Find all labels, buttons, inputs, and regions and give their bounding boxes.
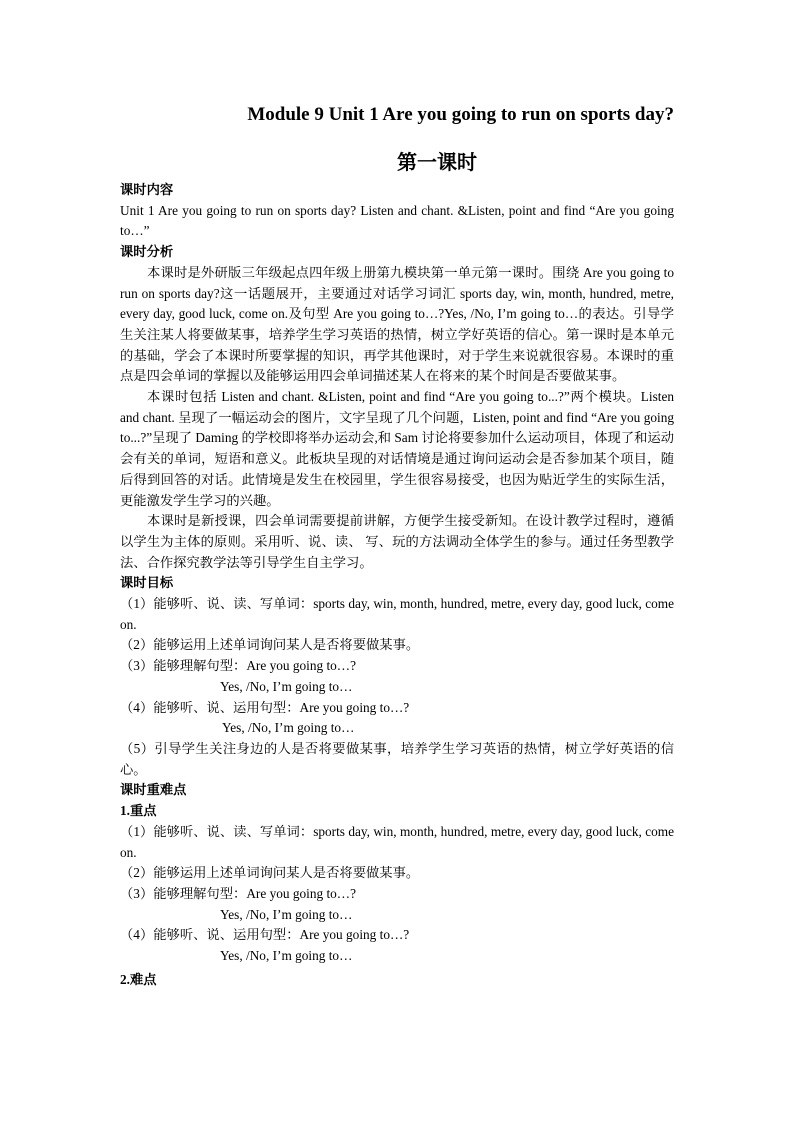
goal-item-3: （3）能够理解句型：Are you going to…? bbox=[120, 658, 356, 674]
section-heading-content: 课时内容 bbox=[120, 182, 174, 197]
section-heading-analysis: 课时分析 bbox=[120, 244, 174, 260]
goal-item-5: （5）引导学生关注身边的人是否将要做某事，培养学生学习英语的热情，树立学好英语的信心。 bbox=[120, 740, 674, 777]
document-body bbox=[120, 180, 674, 990]
subsection-heading-key: 1.重点 bbox=[120, 803, 157, 819]
content-text: Unit 1 Are you going to run on sports day? Listen and chant. &Listen, point and find “Are you going to…” bbox=[120, 202, 674, 239]
goal-item-2: （2）能够运用上述单词询问某人是否将要做某事。 bbox=[120, 637, 420, 653]
section-heading-goals: 课时目标 bbox=[120, 575, 174, 591]
goal-item-1: （1）能够听、说、读、写单词：sports day, win, month, hundred, metre, every day, good luck, come on. bbox=[120, 596, 674, 632]
document-subtitle: 第一课时 bbox=[397, 152, 477, 174]
document-title: Module 9 Unit 1 Are you going to run on sports day? bbox=[247, 104, 674, 125]
analysis-paragraph-3: 本课时是新授课，四会单词需要提前讲解，方便学生接受新知。在设计教学过程时，遵循以学生为主体的原则。采用听、说、读、 写、玩的方法调动全体学生的参与。通过任务型教学法、合作探究教学法等引导学生自主学习。 bbox=[120, 513, 674, 570]
goal-item-3-answer: Yes, /No, I’m going to… bbox=[220, 678, 353, 694]
key-item-3: （3）能够理解句型：Are you going to…? bbox=[120, 885, 356, 901]
subsection-heading-difficult: 2.难点 bbox=[120, 971, 157, 987]
key-item-2: （2）能够运用上述单词询问某人是否将要做某事。 bbox=[120, 865, 420, 881]
goal-item-4: （4）能够听、说、运用句型：Are you going to…? bbox=[120, 699, 410, 715]
key-item-1: （1）能够听、说、读、写单词：sports day, win, month, hundred, metre, every day, good luck, come on. bbox=[120, 823, 674, 860]
key-item-4-answer: Yes, /No, I’m going to… bbox=[220, 948, 353, 964]
key-item-4: （4）能够听、说、运用句型：Are you going to…? bbox=[120, 927, 410, 943]
analysis-paragraph-2: 本课时包括 Listen and chant. &Listen, point and find “Are you going to...?”两个模块。Listen and chant. 呈现了一幅运动会的图片，文字呈现了几个问题，Listen, point and find “Are you going to...?”呈现了 Daming 的学校即将举办运动会,和 Sam 讨论将要参加什么运动项目，体现了和运动会有关的单词，短语和意义。此板块呈现的对话情境是通过询问运动会是否参加某个项目，随后得到回答的对话。此情境是发生在校园里，学生很容易接受，也因为贴近学生的实际生活，更能激发学生学习的兴趣。 bbox=[120, 389, 675, 508]
section-heading-key-points: 课时重难点 bbox=[120, 782, 187, 798]
key-item-3-answer: Yes, /No, I’m going to… bbox=[220, 906, 353, 922]
goal-item-4-answer: Yes, /No, I’m going to… bbox=[222, 720, 355, 736]
analysis-paragraph-1: 本课时是外研版三年级起点四年级上册第九模块第一单元第一课时。围绕 Are you going to run on sports day?这一话题展开，主要通过对话学习词汇 sports day, win, month, hundred, metre, every day, good luck, come on.及句型 Are you going to…?Yes, /No, I’m going to…的表达。引导学生关注某人将要做某事，培养学生学习英语的热情，树立学好英语的信心。第一课时是本单元的基础，学会了本课时所要掌握的知识，再学其他课时，对于学生来说就很容易。本课时的重点是四会单词的掌握以及能够运用四会单词描述某人在将来的某个时间是否要做某事。 bbox=[120, 264, 674, 384]
